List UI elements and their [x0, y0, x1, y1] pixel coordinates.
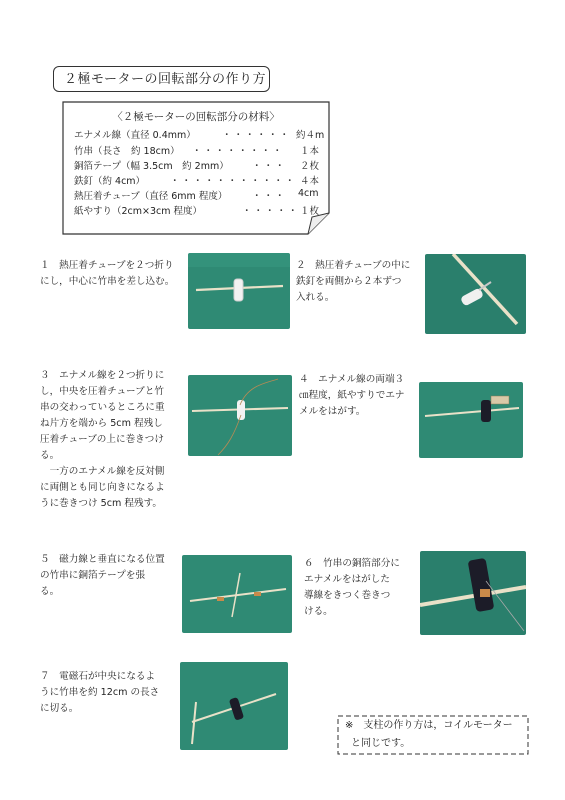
material-qty: １枚 — [300, 206, 320, 217]
material-name: エナメル線（直径 0.4mm） — [74, 130, 196, 141]
material-name: 銅箔テープ（幅 3.5cm 約 2mm） — [74, 161, 229, 172]
sanded-wire-ends-photo — [419, 382, 523, 458]
tube-folded-on-skewer-photo — [188, 253, 290, 329]
nails-inserted-closeup-photo — [425, 254, 526, 334]
leader-dots: ・・・・・・ — [222, 130, 292, 141]
note-text: ※ 支柱の作り方は，コイルモーター と同じです。 — [345, 720, 513, 749]
material-row — [74, 188, 319, 202]
cut-skewer-photo — [180, 662, 288, 750]
material-qty: １本 — [300, 146, 320, 157]
material-name: 熱圧着チューブ（直径 6mm 程度） — [74, 191, 228, 202]
leader-dots: ・・・ — [252, 161, 287, 172]
step-5-text: ５ 磁力線と垂直になる位置 の竹串に銅箔テープを張 る。 — [40, 554, 165, 597]
step-7-text: ７ 電磁石が中央になるよ うに竹串を約 12cm の長さ に切る。 — [40, 671, 160, 714]
material-qty: 約４m — [296, 130, 325, 141]
leader-dots: ・・・・・・・・ — [192, 146, 285, 157]
material-name: 鉄釘（約 4cm） — [74, 176, 146, 187]
page-title: ２極モーターの回転部分の作り方 — [53, 66, 270, 92]
wire-wound-photo — [188, 375, 292, 456]
material-row — [74, 127, 325, 141]
wire-on-copper-closeup-photo — [420, 551, 526, 635]
material-name: 竹串（長さ 約 18cm） — [74, 146, 180, 157]
material-qty: 4cm — [298, 188, 319, 199]
material-row — [74, 158, 320, 172]
leader-dots: ・・・・・ — [242, 206, 300, 217]
material-name: 紙やすり（2cm×3cm 程度） — [74, 206, 203, 217]
material-row — [74, 203, 320, 217]
step-4-text: ４ エナメル線の両端３ ㎝程度，紙やすりでエナ メルをはがす。 — [299, 374, 405, 417]
note-box — [337, 715, 529, 755]
material-row — [74, 143, 320, 157]
material-qty: ４本 — [300, 176, 320, 187]
leader-dots: ・・・・・・・・・・・ — [170, 176, 297, 187]
step-2-text: ２ 熱圧着チューブの中に 鉄釘を両側から２本ずつ 入れる。 — [296, 260, 411, 303]
materials-heading: 〈２極モーターの回転部分の材料〉 — [112, 111, 280, 123]
step-6-text: ６ 竹串の銅箔部分に エナメルをはがした 導線をきつく巻きつ ける。 — [304, 558, 400, 617]
material-row — [74, 173, 320, 187]
step-3-text: ３ エナメル線を２つ折りに し，中央を圧着チューブと竹 串の交わっているところに重 ね片方を端から 5cm 程残し 圧着チューブの上に巻きつけ る。 一方のエナメル線を反対側 に両側とも同じ向きになるよ うに巻きつけ 5cm 程残す。 — [40, 370, 165, 509]
materials-box — [62, 101, 330, 235]
step-1-text: １ 熱圧着チューブを２つ折り にし，中心に竹串を差し込む。 — [40, 260, 175, 287]
leader-dots: ・・・ — [252, 191, 287, 202]
material-qty: ２枚 — [300, 161, 320, 172]
copper-tape-applied-photo — [182, 555, 292, 633]
